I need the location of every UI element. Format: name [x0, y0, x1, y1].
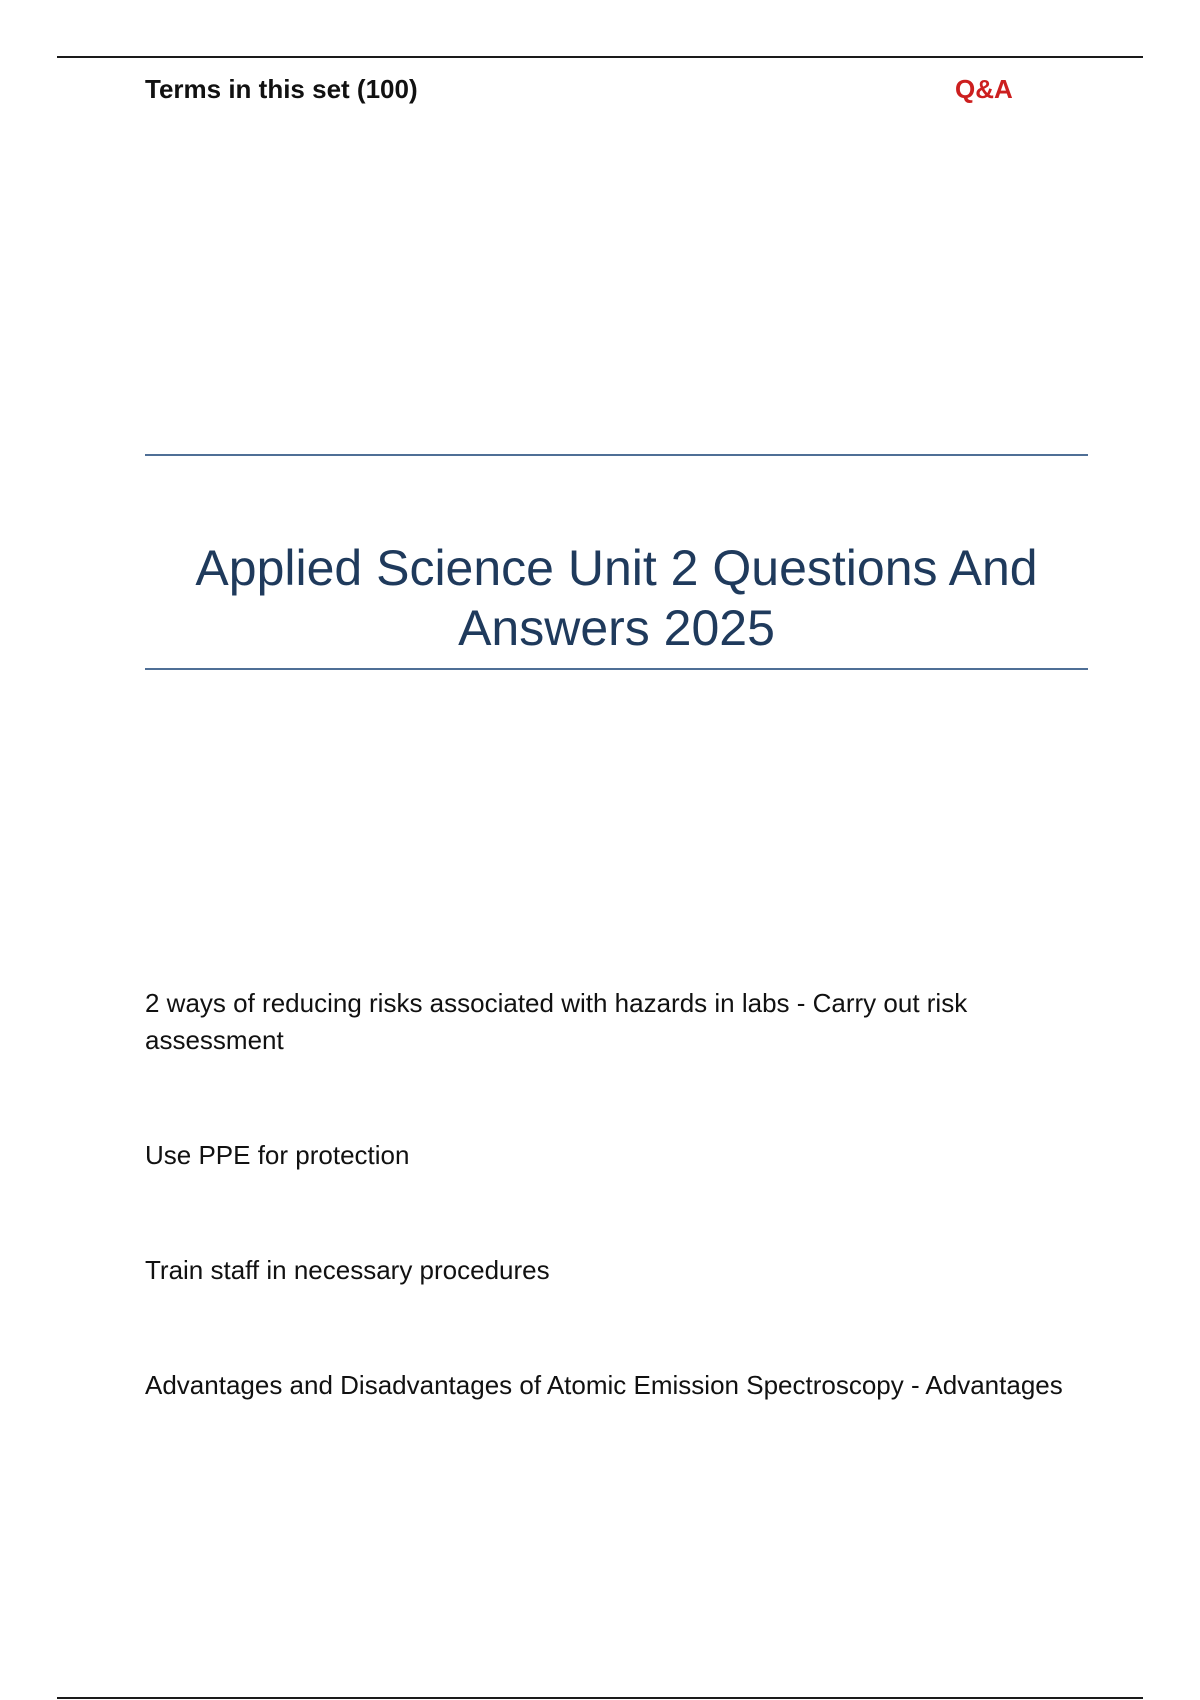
qa-entry: Advantages and Disadvantages of Atomic Emission Spectroscopy - Advantages — [145, 1370, 1063, 1400]
bottom-divider — [57, 1697, 1143, 1699]
title-divider-lower — [145, 668, 1088, 670]
qa-entry: 2 ways of reducing risks associated with hazards in labs - Carry out risk assessment — [145, 988, 968, 1055]
qa-label: Q&A — [955, 74, 1013, 104]
document-title: Applied Science Unit 2 Questions And Answers 2025 — [195, 540, 1038, 656]
terms-count-heading: Terms in this set (100) — [145, 74, 418, 104]
title-divider-upper — [145, 454, 1088, 456]
top-divider — [57, 56, 1143, 58]
qa-entry: Train staff in necessary procedures — [145, 1255, 550, 1285]
qa-entry: Use PPE for protection — [145, 1140, 410, 1170]
